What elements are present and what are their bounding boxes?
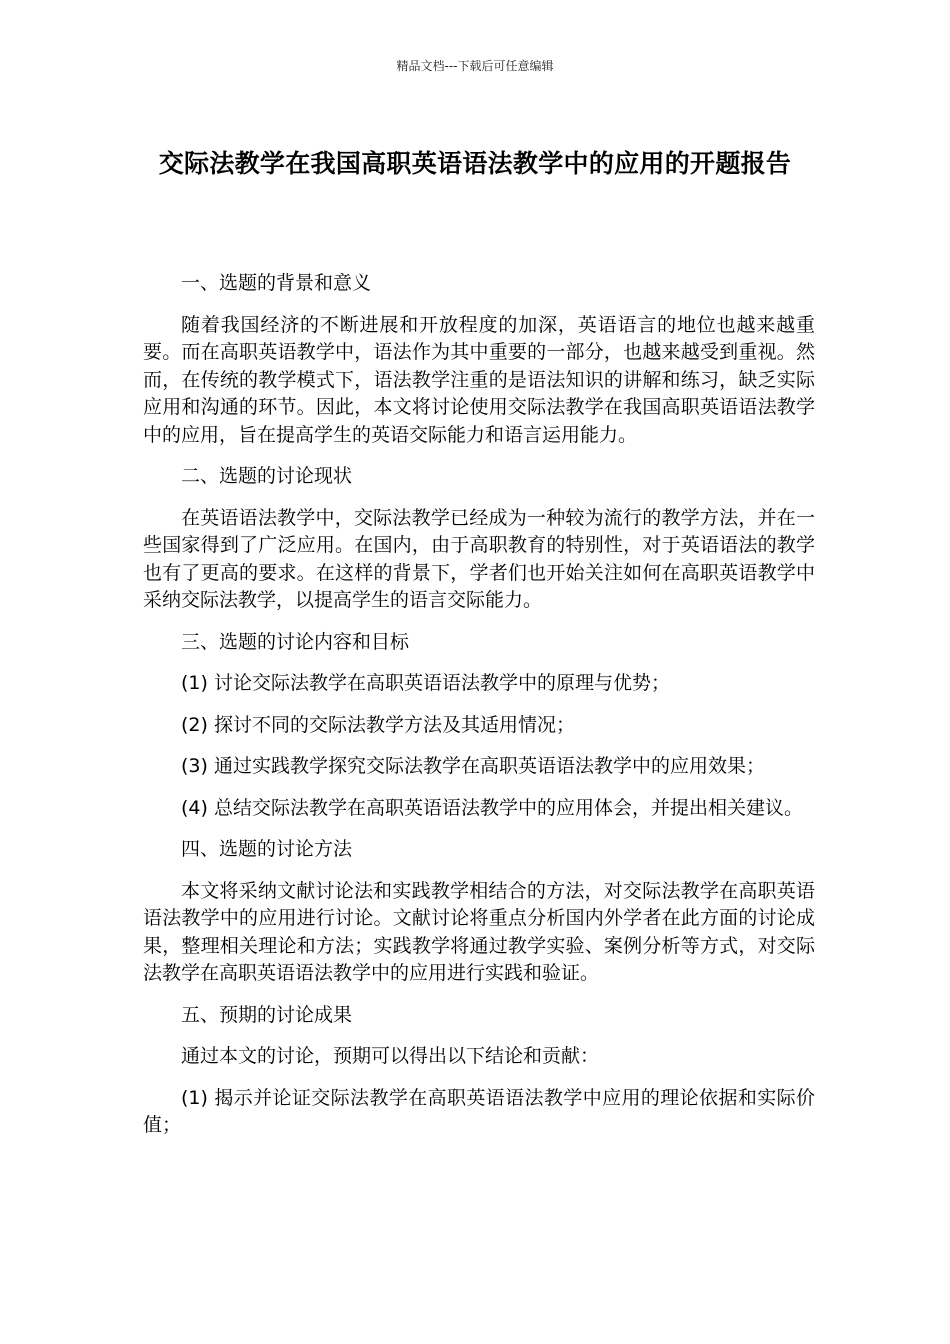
list-item-content-1: (1) 讨论交际法教学在高职英语语法教学中的原理与优势； <box>181 672 670 694</box>
list-item-content-4: (4) 总结交际法教学在高职英语语法教学中的应用体会，并提出相关建议。 <box>181 796 803 819</box>
section-heading-status: 二、选题的讨论现状 <box>181 465 353 487</box>
paragraph-status: 在英语语法教学中，交际法教学已经成为一种较为流行的教学方法，并在一些国家得到了广泛应用。在国内，由于高职教育的特别性，对于英语语法的教学也有了更高的要求。在这样的背景下，学者们也开始关注如何在高职英语教学中采纳交际法教学，以提高学生的语言交际能力。 <box>143 506 815 611</box>
document-title: 交际法教学在我国高职英语语法教学中的应用的开题报告 <box>158 149 792 178</box>
page-header: 精品文档---下载后可任意编辑 <box>396 59 554 73</box>
section-heading-results: 五、预期的讨论成果 <box>181 1003 353 1026</box>
paragraph-results-intro: 通过本文的讨论，预期可以得出以下结论和贡献： <box>181 1045 600 1067</box>
list-item-content-3: (3) 通过实践教学探究交际法教学在高职英语语法教学中的应用效果； <box>181 755 765 777</box>
section-heading-content: 三、选题的讨论内容和目标 <box>181 630 410 653</box>
section-heading-method: 四、选题的讨论方法 <box>181 838 353 860</box>
section-heading-background: 一、选题的背景和意义 <box>181 272 372 294</box>
paragraph-method: 本文将采纳文献讨论法和实践教学相结合的方法，对交际法教学在高职英语语法教学中的应用进行讨论。文献讨论将重点分析国内外学者在此方面的讨论成果，整理相关理论和方法；实践教学将通过教学实验、案例分析等方式，对交际法教学在高职英语语法教学中的应用进行实践和验证。 <box>143 879 815 984</box>
document-body <box>143 270 815 1154</box>
list-item-content-2: (2) 探讨不同的交际法教学方法及其适用情况； <box>181 713 575 736</box>
paragraph-background: 随着我国经济的不断进展和开放程度的加深，英语语言的地位也越来越重要。而在高职英语教学中，语法作为其中重要的一部分，也越来越受到重视。然而，在传统的教学模式下，语法教学注重的是语法知识的讲解和练习，缺乏实际应用和沟通的环节。因此，本文将讨论使用交际法教学在我国高职英语语法教学中的应用，旨在提高学生的英语交际能力和语言运用能力。 <box>143 313 815 446</box>
list-item-results-1: (1) 揭示并论证交际法教学在高职英语语法教学中应用的理论依据和实际价值； <box>143 1086 815 1136</box>
